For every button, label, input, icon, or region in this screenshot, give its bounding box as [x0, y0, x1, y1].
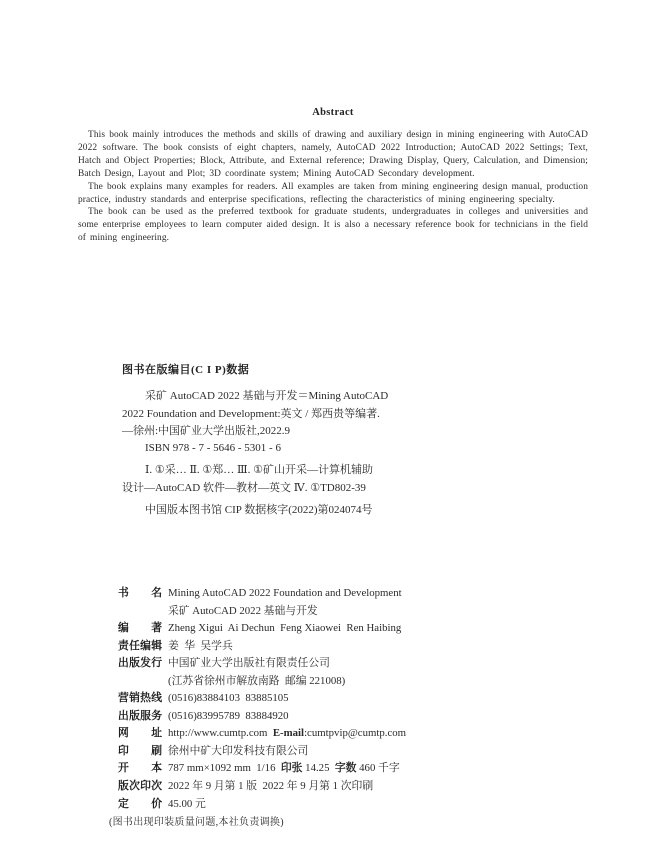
- colophon-row-label: 出 版 服 务: [118, 709, 162, 722]
- colophon-row-label: 开 本: [118, 762, 162, 775]
- colophon-rows: [118, 585, 588, 813]
- cip-line: 设计—AutoCAD 软件—教材—英文 Ⅳ. ①TD802-39: [122, 481, 366, 494]
- abstract-section: [78, 107, 588, 245]
- abstract-paragraphs: [78, 129, 588, 245]
- colophon-row-value: Mining AutoCAD 2022 Foundation and Development: [168, 587, 402, 599]
- cip-line: 采矿 AutoCAD 2022 基础与开发＝Mining AutoCAD: [145, 390, 389, 403]
- colophon-row: [118, 655, 588, 673]
- colophon-row-value: 787 mm×1092 mm 1/16 印张 14.25 字数 460 千字: [168, 762, 400, 775]
- colophon-row-label: 版 次 印 次: [118, 780, 162, 793]
- abstract-paragraph: This book mainly introduces the methods and skills of drawing and auxiliary design in mining engineering with AutoCAD 2022 software. The book consists of eight chapters, namely, AutoCAD 2022 Introduction; AutoCAD 2022 Settings; Text, Hatch and Object Properties; Block, Attribute, and External reference; Drawing Display, Query, Calculation, and Dimension; Batch Design, Layout and Plot; 3D coordinate system; Mining AutoCAD Secondary development.: [78, 130, 588, 179]
- colophon-row: [118, 673, 588, 691]
- colophon-row-label: 定 价: [118, 797, 162, 810]
- colophon-row-label: 书 名: [118, 587, 162, 599]
- colophon-row-value: http://www.cumtp.com E-mail:cumtpvip@cumtp.com: [168, 727, 407, 740]
- colophon-row: [118, 796, 588, 814]
- abstract-title: Abstract: [312, 107, 354, 118]
- cip-line: ISBN 978 - 7 - 5646 - 5301 - 6: [145, 442, 281, 455]
- colophon-row: [118, 620, 588, 638]
- colophon-section: [109, 585, 588, 832]
- colophon-row: [118, 743, 588, 761]
- colophon-row: [118, 778, 588, 796]
- abstract-paragraph: The book can be used as the preferred textbook for graduate students, undergraduates in colleges and universities and some enterprise employees to learn computer aided design. It is also a necessary reference book for technicians in the field of mining engineering.: [78, 207, 588, 244]
- colophon-row-value: 2022 年 9 月第 1 版 2022 年 9 月第 1 次印刷: [168, 780, 374, 793]
- cip-heading: 图书在版编目(C I P)数据: [122, 364, 250, 376]
- colophon-row-label: 印 刷: [118, 744, 162, 757]
- colophon-row: [118, 603, 588, 621]
- colophon-row: [118, 690, 588, 708]
- colophon-row-value: 姜 华 吴学兵: [168, 639, 233, 652]
- quality-exchange-note: (图书出现印装质量问题,本社负责调换): [109, 817, 284, 829]
- colophon-row: [118, 725, 588, 743]
- colophon-row-value: (江苏省徐州市解放南路 邮编 221008): [168, 674, 346, 687]
- abstract-paragraph: The book explains many examples for readers. All examples are taken from mining engineering design manual, production practice, industry standards and enterprise specifications, reflecting the characteristics of mining engineering specialty.: [78, 181, 588, 205]
- cip-line: —徐州:中国矿业大学出版社,2022.9: [122, 424, 291, 437]
- colophon-row-label: 出 版 发 行: [118, 657, 162, 670]
- colophon-row-label: 编 著: [118, 622, 162, 635]
- colophon-row-value: 徐州中矿大印发科技有限公司: [168, 744, 309, 757]
- colophon-row-label: 网 址: [118, 727, 162, 740]
- colophon-row: [118, 708, 588, 726]
- cip-line: 中国版本图书馆 CIP 数据核字(2022)第024074号: [145, 504, 373, 517]
- colophon-row-label: 营 销 热 线: [118, 692, 162, 705]
- colophon-row: [118, 760, 588, 778]
- cip-line: 2022 Foundation and Development:英文 / 郑西贵等编著.: [122, 407, 380, 420]
- colophon-row-value: 中国矿业大学出版社有限责任公司: [168, 657, 330, 670]
- cip-lines: [122, 388, 422, 519]
- cip-section: [122, 362, 422, 519]
- colophon-row: [118, 585, 588, 603]
- colophon-row-value: 45.00 元: [168, 797, 206, 810]
- colophon-row: [118, 638, 588, 656]
- cip-line: Ⅰ. ①采… Ⅱ. ①郑… Ⅲ. ①矿山开采—计算机辅助: [145, 464, 374, 477]
- colophon-row-value: Zheng Xigui Ai Dechun Feng Xiaowei Ren Haibing: [168, 622, 402, 635]
- colophon-row-value: (0516)83995789 83884920: [168, 709, 289, 722]
- colophon-row-value: 采矿 AutoCAD 2022 基础与开发: [168, 604, 318, 617]
- colophon-row-value: (0516)83884103 83885105: [168, 692, 289, 705]
- colophon-row-label: 责 任 编 辑: [118, 639, 162, 652]
